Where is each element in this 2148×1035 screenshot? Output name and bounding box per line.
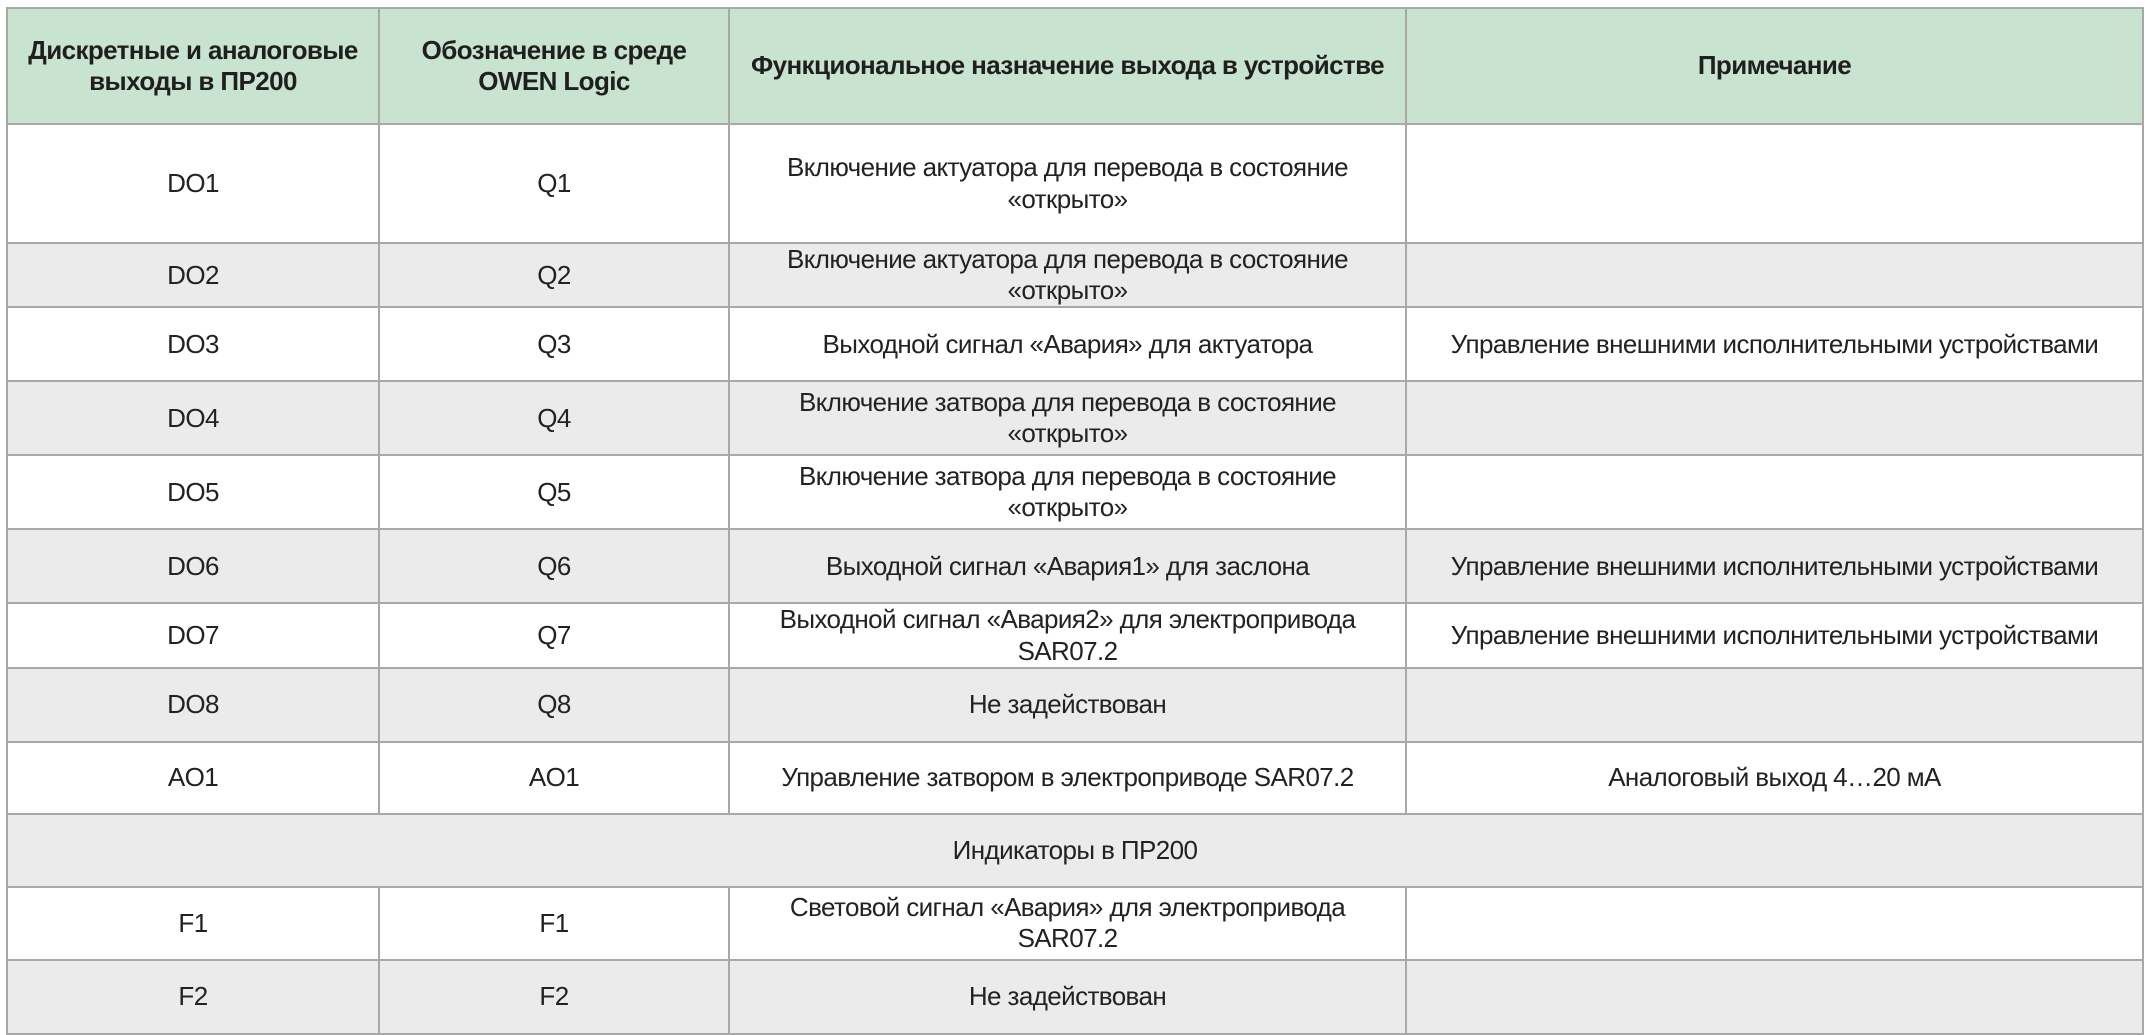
table-row xyxy=(7,742,2143,814)
output-cell: DO1 xyxy=(7,124,379,243)
note-cell xyxy=(1406,887,2143,960)
function-cell: Световой сигнал «Авария» для электропривода SAR07.2 xyxy=(729,887,1406,960)
designation-cell: AO1 xyxy=(379,742,729,814)
designation-cell: Q8 xyxy=(379,668,729,742)
header-function: Функциональное назначение выхода в устройстве xyxy=(729,8,1406,124)
note-cell xyxy=(1406,455,2143,529)
function-cell: Включение актуатора для перевода в состояние «открыто» xyxy=(729,243,1406,307)
table-row xyxy=(7,455,2143,529)
output-cell: DO5 xyxy=(7,455,379,529)
function-cell: Не задействован xyxy=(729,960,1406,1034)
table-row xyxy=(7,381,2143,455)
output-cell: F2 xyxy=(7,960,379,1034)
table-row xyxy=(7,887,2143,960)
designation-cell: Q5 xyxy=(379,455,729,529)
function-cell: Выходной сигнал «Авария1» для заслона xyxy=(729,529,1406,603)
function-cell: Выходной сигнал «Авария» для актуатора xyxy=(729,307,1406,381)
table-row xyxy=(7,124,2143,243)
function-cell: Включение актуатора для перевода в состояние «открыто» xyxy=(729,124,1406,243)
function-cell: Управление затвором в электроприводе SAR07.2 xyxy=(729,742,1406,814)
function-cell: Включение затвора для перевода в состояние «открыто» xyxy=(729,381,1406,455)
table-row xyxy=(7,529,2143,603)
output-cell: DO6 xyxy=(7,529,379,603)
table-body xyxy=(7,124,2143,1034)
designation-cell: F2 xyxy=(379,960,729,1034)
note-cell xyxy=(1406,381,2143,455)
designation-cell: Q3 xyxy=(379,307,729,381)
output-cell: DO4 xyxy=(7,381,379,455)
output-cell: DO7 xyxy=(7,603,379,667)
note-cell: Управление внешними исполнительными устройствами xyxy=(1406,307,2143,381)
output-cell: DO2 xyxy=(7,243,379,307)
designation-cell: Q7 xyxy=(379,603,729,667)
note-cell xyxy=(1406,243,2143,307)
outputs-table-container xyxy=(6,7,2142,1035)
note-cell: Управление внешними исполнительными устройствами xyxy=(1406,603,2143,667)
table-row xyxy=(7,603,2143,667)
designation-cell: Q4 xyxy=(379,381,729,455)
output-cell: DO8 xyxy=(7,668,379,742)
header-outputs: Дискретные и аналоговые выходы в ПР200 xyxy=(7,8,379,124)
table-header xyxy=(7,8,2143,124)
designation-cell: Q6 xyxy=(379,529,729,603)
table-row xyxy=(7,307,2143,381)
function-cell: Включение затвора для перевода в состояние «открыто» xyxy=(729,455,1406,529)
header-owen-designation: Обозначение в среде OWEN Logic xyxy=(379,8,729,124)
header-row xyxy=(7,8,2143,124)
note-cell xyxy=(1406,124,2143,243)
outputs-table xyxy=(6,7,2144,1035)
note-cell xyxy=(1406,960,2143,1034)
designation-cell: F1 xyxy=(379,887,729,960)
designation-cell: Q1 xyxy=(379,124,729,243)
table-row xyxy=(7,243,2143,307)
section-title: Индикаторы в ПР200 xyxy=(7,814,2143,887)
note-cell: Аналоговый выход 4…20 мА xyxy=(1406,742,2143,814)
function-cell: Выходной сигнал «Авария2» для электропривода SAR07.2 xyxy=(729,603,1406,667)
table-row xyxy=(7,960,2143,1034)
note-cell xyxy=(1406,668,2143,742)
output-cell: DO3 xyxy=(7,307,379,381)
designation-cell: Q2 xyxy=(379,243,729,307)
section-row xyxy=(7,814,2143,887)
function-cell: Не задействован xyxy=(729,668,1406,742)
note-cell: Управление внешними исполнительными устройствами xyxy=(1406,529,2143,603)
output-cell: AO1 xyxy=(7,742,379,814)
table-row xyxy=(7,668,2143,742)
output-cell: F1 xyxy=(7,887,379,960)
header-note: Примечание xyxy=(1406,8,2143,124)
